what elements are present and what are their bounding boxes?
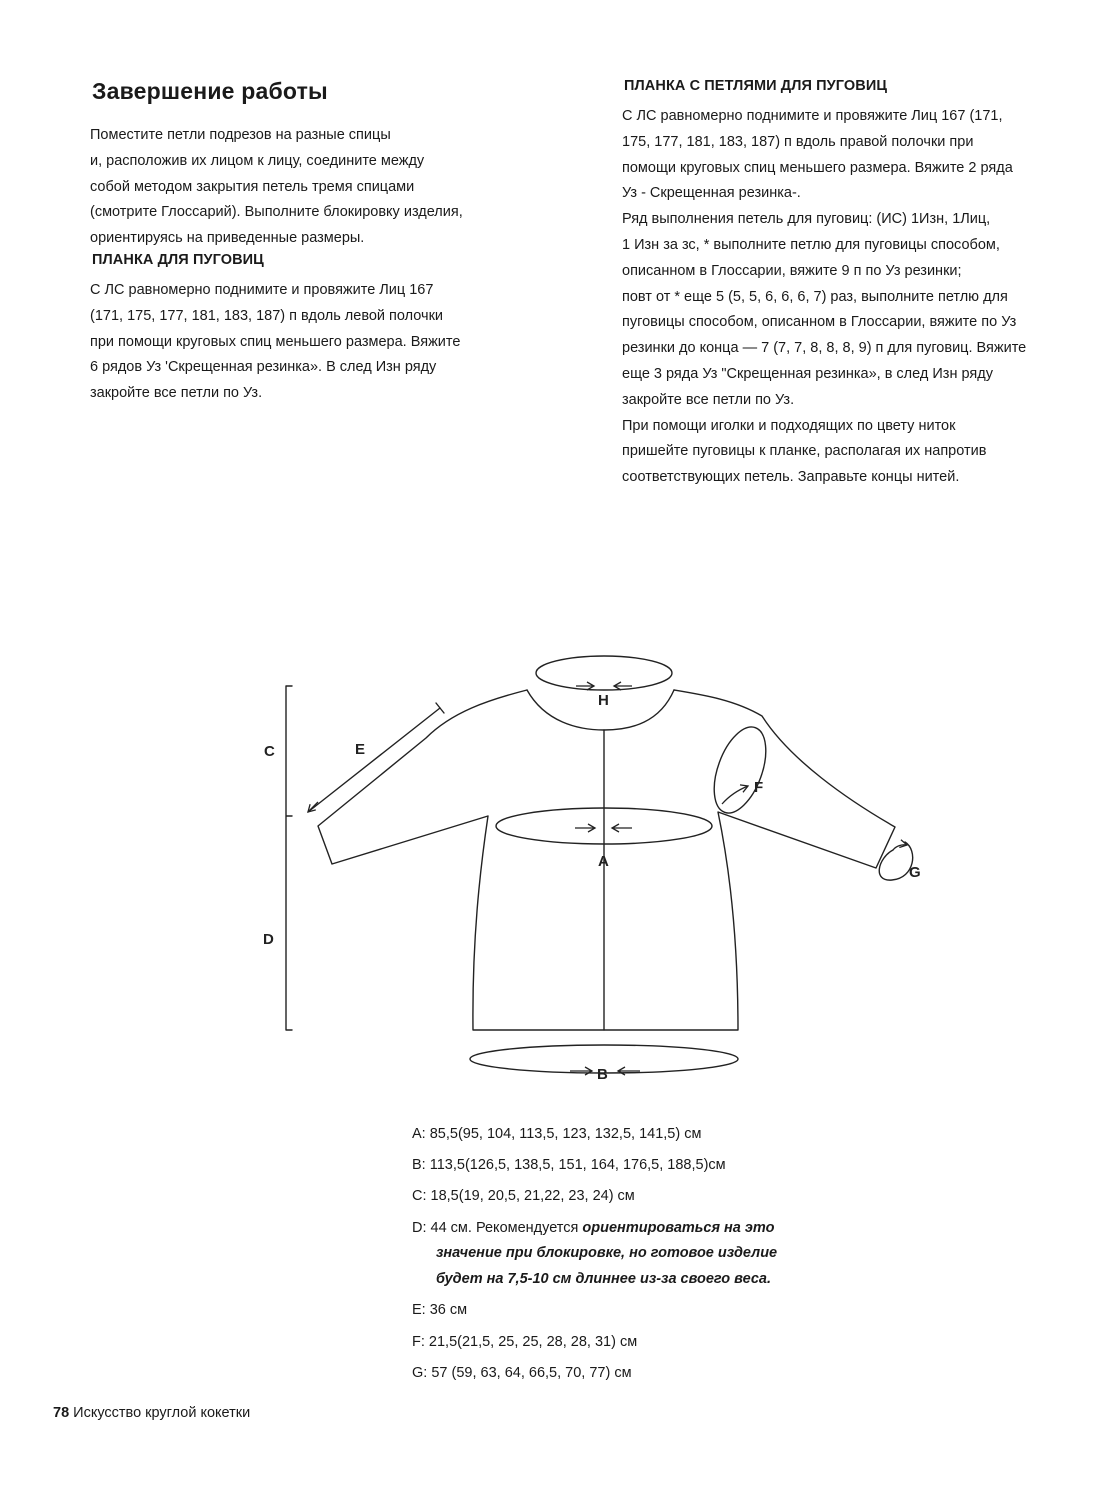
label-H: H <box>598 692 609 709</box>
measurement-C: C: 18,5(19, 20,5, 21,22, 23, 24) см <box>412 1188 635 1205</box>
measurement-D-cont-2: будет на 7,5-10 см длиннее из-за своего веса. <box>436 1271 771 1288</box>
measurement-B: B: 113,5(126,5, 138,5, 151, 164, 176,5, 188,5)см <box>412 1157 726 1174</box>
left-column <box>90 78 520 407</box>
page-footer <box>53 1405 250 1421</box>
book-title: Искусство круглой кокетки <box>73 1405 251 1421</box>
hem-ellipse <box>470 1045 738 1073</box>
label-B: B <box>597 1066 608 1083</box>
label-C: C <box>264 743 275 760</box>
label-G: G <box>909 864 921 881</box>
armhole-ellipse <box>704 720 776 820</box>
buttonhole-band-heading: ПЛАНКА С ПЕТЛЯМИ ДЛЯ ПУГОВИЦ <box>624 78 888 94</box>
intro-paragraph: Поместите петли подрезов на разные спицы и, расположив их лицом к лицу, соедините между собой методом закрытия петель тремя спицами (смотрите Глоссарий). Выполните блокировку изделия, ориентируясь на приведенные размеры. <box>90 127 463 247</box>
measurement-D: D: 44 см. Рекомендуется ориентироваться на это <box>412 1219 775 1236</box>
armhole-arrow <box>722 786 748 804</box>
sweater-outline <box>318 690 895 1030</box>
cuff-loop <box>879 842 912 880</box>
button-band-paragraph: С ЛС равномерно поднимите и провяжите Лиц 167 (171, 175, 177, 181, 183, 187) п вдоль левой полочки при помощи круговых спиц меньшего размера. Вяжите 6 рядов Уз 'Скрещенная резинка». В след Изн ряду закройте все петли по Уз. <box>90 281 461 402</box>
measurement-E: E: 36 см <box>412 1302 468 1319</box>
neckline <box>527 690 674 730</box>
sleeve-length-tick <box>436 703 444 713</box>
label-D: D <box>263 931 274 948</box>
label-A: A <box>598 853 609 870</box>
yoke-ellipse <box>496 808 712 844</box>
label-F: F <box>754 779 764 796</box>
sleeve-arrow <box>308 802 318 812</box>
measurement-G: G: 57 (59, 63, 64, 66,5, 70, 77) см <box>412 1364 632 1381</box>
measurement-D-cont-1: значение при блокировке, но готовое изделие <box>436 1245 778 1262</box>
label-E: E <box>355 741 366 758</box>
neck-ellipse <box>536 656 672 690</box>
measurement-A: A: 85,5(95, 104, 113,5, 123, 132,5, 141,5) см <box>412 1126 702 1142</box>
right-column <box>622 78 1072 491</box>
dimension-bracket <box>286 686 292 1030</box>
measurement-F: F: 21,5(21,5, 25, 25, 28, 28, 31) см <box>412 1333 638 1350</box>
measurements-list <box>412 1122 1052 1392</box>
section-title: Завершение работы <box>92 78 328 104</box>
cuff-arrow <box>893 845 907 850</box>
buttonhole-paragraph-1: С ЛС равномерно поднимите и провяжите Лиц 167 (171, 175, 177, 181, 183, 187) п вдоль правой полочки при помощи круговых спиц меньшего размера. Вяжите 2 ряда Уз - Скрещенная резинка-. <box>622 108 1013 202</box>
sleeve-length-line <box>308 708 440 812</box>
buttonhole-paragraph-2: Ряд выполнения петель для пуговиц: (ИС) 1Изн, 1Лиц, 1 Изн за зс, * выполните петлю для пуговицы способом, описанном в Глоссарии, вяжите 9 п по Уз резинки; повт от * еще 5 (5, 5, 6, 6, 6, 7) раз, выполните петлю для пуговицы способом, описанном в Глоссарии, вяжите по Уз резинки до конца — 7 (7, 7, 8, 8, 8, 9) п для пуговиц. Вяжите еще 3 ряда Уз "Скрещенная резинка», в след Изн ряду закройте все петли по Уз. <box>622 211 1027 408</box>
button-band-heading: ПЛАНКА ДЛЯ ПУГОВИЦ <box>92 251 264 268</box>
buttonhole-paragraph-3: При помощи иголки и подходящих по цвету ниток пришейте пуговицы к планке, располагая их напротив соответствующих петель. Заправьте концы нитей. <box>622 417 987 486</box>
page-number: 78 <box>53 1405 70 1421</box>
